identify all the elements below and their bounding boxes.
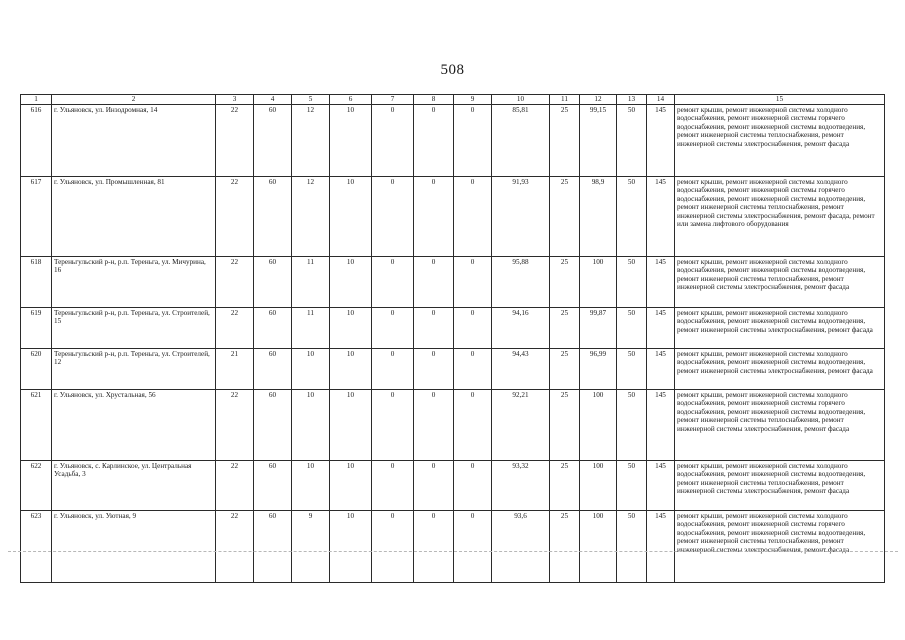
cell-col10: 93,32	[492, 461, 550, 511]
cell-col13: 50	[617, 308, 647, 349]
column-header: 8	[414, 95, 454, 105]
cell-col6: 10	[330, 308, 372, 349]
column-header: 12	[580, 95, 617, 105]
row-works: ремонт крыши, ремонт инженерной системы холодного водоснабжения, ремонт инженерной системы водоотведения, ремонт инженерной системы электроснабжения, ремонт фасада	[675, 349, 885, 390]
cell-col10: 85,81	[492, 105, 550, 177]
page-number: 508	[440, 62, 465, 78]
cell-col10: 91,93	[492, 177, 550, 257]
row-number: 623	[21, 511, 52, 583]
row-number: 622	[21, 461, 52, 511]
cell-col6: 10	[330, 177, 372, 257]
column-header: 15	[675, 95, 885, 105]
cell-col4: 60	[254, 308, 292, 349]
column-header: 3	[216, 95, 254, 105]
cell-col10: 94,16	[492, 308, 550, 349]
table-row	[21, 177, 885, 257]
column-header: 6	[330, 95, 372, 105]
column-header: 10	[492, 95, 550, 105]
cell-col6: 10	[330, 349, 372, 390]
row-address: г. Ульяновск, ул. Уютная, 9	[52, 511, 216, 583]
cell-col4: 60	[254, 349, 292, 390]
cell-col11: 25	[550, 105, 580, 177]
cell-col8: 0	[414, 105, 454, 177]
row-address: г. Ульяновск, ул. Инзодромная, 14	[52, 105, 216, 177]
table-row	[21, 461, 885, 511]
cell-col12: 96,99	[580, 349, 617, 390]
cell-col8: 0	[414, 257, 454, 308]
table-body	[21, 105, 885, 583]
cell-col8: 0	[414, 349, 454, 390]
cell-col6: 10	[330, 461, 372, 511]
column-header: 1	[21, 95, 52, 105]
cell-col14: 145	[647, 308, 675, 349]
cell-col3: 21	[216, 349, 254, 390]
column-header: 2	[52, 95, 216, 105]
row-works: ремонт крыши, ремонт инженерной системы холодного водоснабжения, ремонт инженерной системы водоотведения, ремонт инженерной системы теплоснабжения, ремонт инженерной системы электроснабжения, ремонт фасада	[675, 257, 885, 308]
cell-col11: 25	[550, 308, 580, 349]
cell-col5: 10	[292, 461, 330, 511]
cell-col9: 0	[454, 511, 492, 583]
row-address: г. Ульяновск, ул. Промышленная, 81	[52, 177, 216, 257]
cell-col3: 22	[216, 105, 254, 177]
cell-col9: 0	[454, 390, 492, 461]
cell-col8: 0	[414, 461, 454, 511]
cell-col14: 145	[647, 177, 675, 257]
cell-col5: 10	[292, 349, 330, 390]
cell-col9: 0	[454, 177, 492, 257]
cell-col5: 9	[292, 511, 330, 583]
table-header	[21, 95, 885, 105]
cell-col13: 50	[617, 257, 647, 308]
cell-col4: 60	[254, 177, 292, 257]
cell-col6: 10	[330, 390, 372, 461]
column-header: 5	[292, 95, 330, 105]
cell-col3: 22	[216, 308, 254, 349]
cell-col11: 25	[550, 390, 580, 461]
row-number: 618	[21, 257, 52, 308]
row-works: ремонт крыши, ремонт инженерной системы холодного водоснабжения, ремонт инженерной системы водоотведения, ремонт инженерной системы теплоснабжения, ремонт инженерной системы электроснабжения, ремонт фасада	[675, 461, 885, 511]
row-number: 616	[21, 105, 52, 177]
cell-col13: 50	[617, 177, 647, 257]
row-number: 619	[21, 308, 52, 349]
scan-line-artifact	[8, 551, 898, 552]
cell-col5: 11	[292, 308, 330, 349]
cell-col4: 60	[254, 511, 292, 583]
cell-col8: 0	[414, 308, 454, 349]
cell-col10: 93,6	[492, 511, 550, 583]
cell-col9: 0	[454, 461, 492, 511]
cell-col4: 60	[254, 105, 292, 177]
cell-col11: 25	[550, 511, 580, 583]
row-number: 621	[21, 390, 52, 461]
cell-col13: 50	[617, 461, 647, 511]
cell-col12: 99,15	[580, 105, 617, 177]
cell-col7: 0	[372, 177, 414, 257]
cell-col8: 0	[414, 390, 454, 461]
cell-col6: 10	[330, 511, 372, 583]
cell-col4: 60	[254, 257, 292, 308]
cell-col14: 145	[647, 390, 675, 461]
cell-col5: 10	[292, 390, 330, 461]
cell-col4: 60	[254, 461, 292, 511]
cell-col12: 98,9	[580, 177, 617, 257]
row-number: 620	[21, 349, 52, 390]
column-header: 14	[647, 95, 675, 105]
cell-col10: 94,43	[492, 349, 550, 390]
cell-col13: 50	[617, 349, 647, 390]
row-address: Тереньгульский р-н, р.п. Тереньга, ул. Строителей, 15	[52, 308, 216, 349]
cell-col12: 99,87	[580, 308, 617, 349]
row-works: ремонт крыши, ремонт инженерной системы холодного водоснабжения, ремонт инженерной системы горячего водоснабжения, ремонт инженерной системы водоотведения, ремонт инженерной системы теплоснабжения, ремонт инженерной системы электроснабжения, ремонт фасада, ремонт или замена лифтового оборудования	[675, 177, 885, 257]
cell-col14: 145	[647, 511, 675, 583]
cell-col11: 25	[550, 461, 580, 511]
cell-col8: 0	[414, 511, 454, 583]
cell-col7: 0	[372, 349, 414, 390]
column-header: 4	[254, 95, 292, 105]
cell-col7: 0	[372, 511, 414, 583]
cell-col13: 50	[617, 511, 647, 583]
table-row	[21, 390, 885, 461]
cell-col12: 100	[580, 257, 617, 308]
cell-col9: 0	[454, 105, 492, 177]
table-row	[21, 257, 885, 308]
cell-col7: 0	[372, 461, 414, 511]
row-works: ремонт крыши, ремонт инженерной системы холодного водоснабжения, ремонт инженерной системы горячего водоснабжения, ремонт инженерной системы водоотведения, ремонт инженерной системы теплоснабжения, ремонт инженерной системы электроснабжения, ремонт фасада	[675, 511, 885, 583]
column-header: 7	[372, 95, 414, 105]
cell-col5: 12	[292, 105, 330, 177]
cell-col14: 145	[647, 257, 675, 308]
cell-col3: 22	[216, 390, 254, 461]
cell-col8: 0	[414, 177, 454, 257]
cell-col12: 100	[580, 511, 617, 583]
row-number: 617	[21, 177, 52, 257]
cell-col14: 145	[647, 105, 675, 177]
cell-col3: 22	[216, 511, 254, 583]
cell-col3: 22	[216, 461, 254, 511]
row-works: ремонт крыши, ремонт инженерной системы холодного водоснабжения, ремонт инженерной системы водоотведения, ремонт инженерной системы электроснабжения, ремонт фасада	[675, 308, 885, 349]
cell-col7: 0	[372, 257, 414, 308]
cell-col9: 0	[454, 257, 492, 308]
cell-col11: 25	[550, 257, 580, 308]
column-header: 9	[454, 95, 492, 105]
cell-col7: 0	[372, 308, 414, 349]
row-works: ремонт крыши, ремонт инженерной системы холодного водоснабжения, ремонт инженерной системы горячего водоснабжения, ремонт инженерной системы водоотведения, ремонт инженерной системы теплоснабжения, ремонт инженерной системы электроснабжения, ремонт фасада	[675, 390, 885, 461]
table-row	[21, 349, 885, 390]
table-row	[21, 511, 885, 583]
cell-col13: 50	[617, 390, 647, 461]
row-address: Тереньгульский р-н, р.п. Тереньга, ул. Строителей, 12	[52, 349, 216, 390]
cell-col7: 0	[372, 390, 414, 461]
cell-col10: 95,88	[492, 257, 550, 308]
row-address: г. Ульяновск, с. Карлинское, ул. Центральная Усадьба, 3	[52, 461, 216, 511]
cell-col14: 145	[647, 349, 675, 390]
cell-col9: 0	[454, 308, 492, 349]
cell-col13: 50	[617, 105, 647, 177]
cell-col11: 25	[550, 349, 580, 390]
cell-col11: 25	[550, 177, 580, 257]
cell-col12: 100	[580, 390, 617, 461]
cell-col6: 10	[330, 257, 372, 308]
cell-col9: 0	[454, 349, 492, 390]
row-address: Тереньгульский р-н, р.п. Тереньга, ул. Мичурина, 16	[52, 257, 216, 308]
row-address: г. Ульяновск, ул. Хрустальная, 56	[52, 390, 216, 461]
cell-col6: 10	[330, 105, 372, 177]
cell-col12: 100	[580, 461, 617, 511]
cell-col3: 22	[216, 177, 254, 257]
housing-repair-table	[20, 94, 885, 583]
cell-col3: 22	[216, 257, 254, 308]
row-works: ремонт крыши, ремонт инженерной системы холодного водоснабжения, ремонт инженерной системы горячего водоснабжения, ремонт инженерной системы водоотведения, ремонт инженерной системы теплоснабжения, ремонт инженерной системы электроснабжения, ремонт фасада	[675, 105, 885, 177]
cell-col10: 92,21	[492, 390, 550, 461]
cell-col5: 11	[292, 257, 330, 308]
table-row	[21, 105, 885, 177]
cell-col14: 145	[647, 461, 675, 511]
cell-col7: 0	[372, 105, 414, 177]
table-row	[21, 308, 885, 349]
cell-col4: 60	[254, 390, 292, 461]
column-header: 11	[550, 95, 580, 105]
cell-col5: 12	[292, 177, 330, 257]
column-header: 13	[617, 95, 647, 105]
